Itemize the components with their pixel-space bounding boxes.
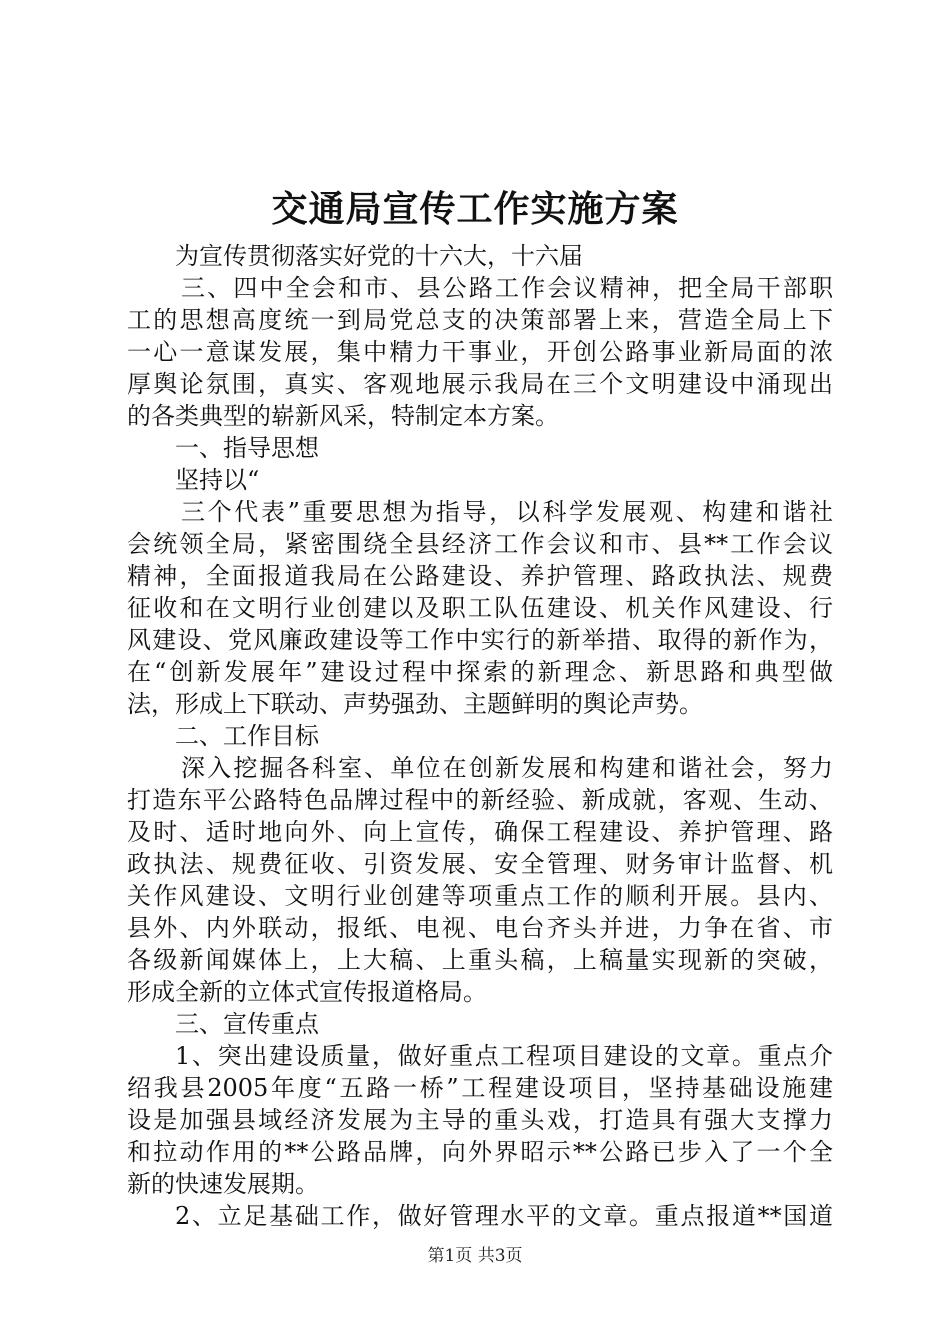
document-title: 交通局宣传工作实施方案 <box>271 188 679 230</box>
text-line: 精神，全面报道我局在公路建设、养护管理、路政执法、规费 <box>127 562 833 590</box>
text-line: 关作风建设、文明行业创建等项重点工作的顺利开展。县内、 <box>127 882 833 910</box>
text-line: 法，形成上下联动、声势强劲、主题鲜明的舆论声势。 <box>127 690 703 718</box>
text-line: 坚持以“ <box>175 466 260 494</box>
text-line: 三个代表”重要思想为指导，以科学发展观、构建和谐社 <box>181 498 833 526</box>
text-line: 三、四中全会和市、县公路工作会议精神，把全局干部职 <box>181 274 833 302</box>
document-body <box>127 240 833 1232</box>
text-line: 风建设、党风廉政建设等工作中实行的新举措、取得的新作为， <box>127 626 833 654</box>
section-heading: 三、宣传重点 <box>175 1010 319 1038</box>
text-line: 征收和在文明行业创建以及职工队伍建设、机关作风建设、行 <box>127 594 833 622</box>
text-line: 的各类典型的崭新风采，特制定本方案。 <box>127 402 559 430</box>
text-line: 打造东平公路特色品牌过程中的新经验、新成就，客观、生动、 <box>127 786 833 814</box>
text-line: 新的快速发展期。 <box>127 1170 319 1198</box>
text-line: 工的思想高度统一到局党总支的决策部署上来，营造全局上下 <box>127 306 833 334</box>
text-line: 及时、适时地向外、向上宣传，确保工程建设、养护管理、路 <box>127 818 833 846</box>
text-line: 会统领全局，紧密围绕全县经济工作会议和市、县**工作会议 <box>127 530 833 558</box>
text-line: 形成全新的立体式宣传报道格局。 <box>127 978 487 1006</box>
text-line: 2、立足基础工作，做好管理水平的文章。重点报道**国道 <box>175 1202 833 1230</box>
text-line: 深入挖掘各科室、单位在创新发展和构建和谐社会，努力 <box>181 754 833 782</box>
text-line: 和拉动作用的**公路品牌，向外界昭示**公路已步入了一个全 <box>127 1138 833 1166</box>
section-heading: 二、工作目标 <box>175 722 319 750</box>
text-line: 一心一意谋发展，集中精力干事业，开创公路事业新局面的浓 <box>127 338 833 366</box>
text-line: 设是加强县域经济发展为主导的重头戏，打造具有强大支撑力 <box>127 1106 833 1134</box>
page-indicator: 第1页 共3页 <box>427 1246 523 1266</box>
text-line: 绍我县2005年度“五路一桥”工程建设项目，坚持基础设施建 <box>127 1074 833 1102</box>
text-line: 县外、内外联动，报纸、电视、电台齐头并进，力争在省、市 <box>127 914 833 942</box>
section-heading: 一、指导思想 <box>175 434 319 462</box>
text-line: 为宣传贯彻落实好党的十六大，十六届 <box>175 242 583 270</box>
text-line: 政执法、规费征收、引资发展、安全管理、财务审计监督、机 <box>127 850 833 878</box>
text-line: 厚舆论氛围，真实、客观地展示我局在三个文明建设中涌现出 <box>127 370 833 398</box>
text-line: 1、突出建设质量，做好重点工程项目建设的文章。重点介 <box>175 1042 833 1070</box>
text-line: 在“创新发展年”建设过程中探索的新理念、新思路和典型做 <box>127 658 833 686</box>
text-line: 各级新闻媒体上，上大稿、上重头稿，上稿量实现新的突破， <box>127 946 833 974</box>
